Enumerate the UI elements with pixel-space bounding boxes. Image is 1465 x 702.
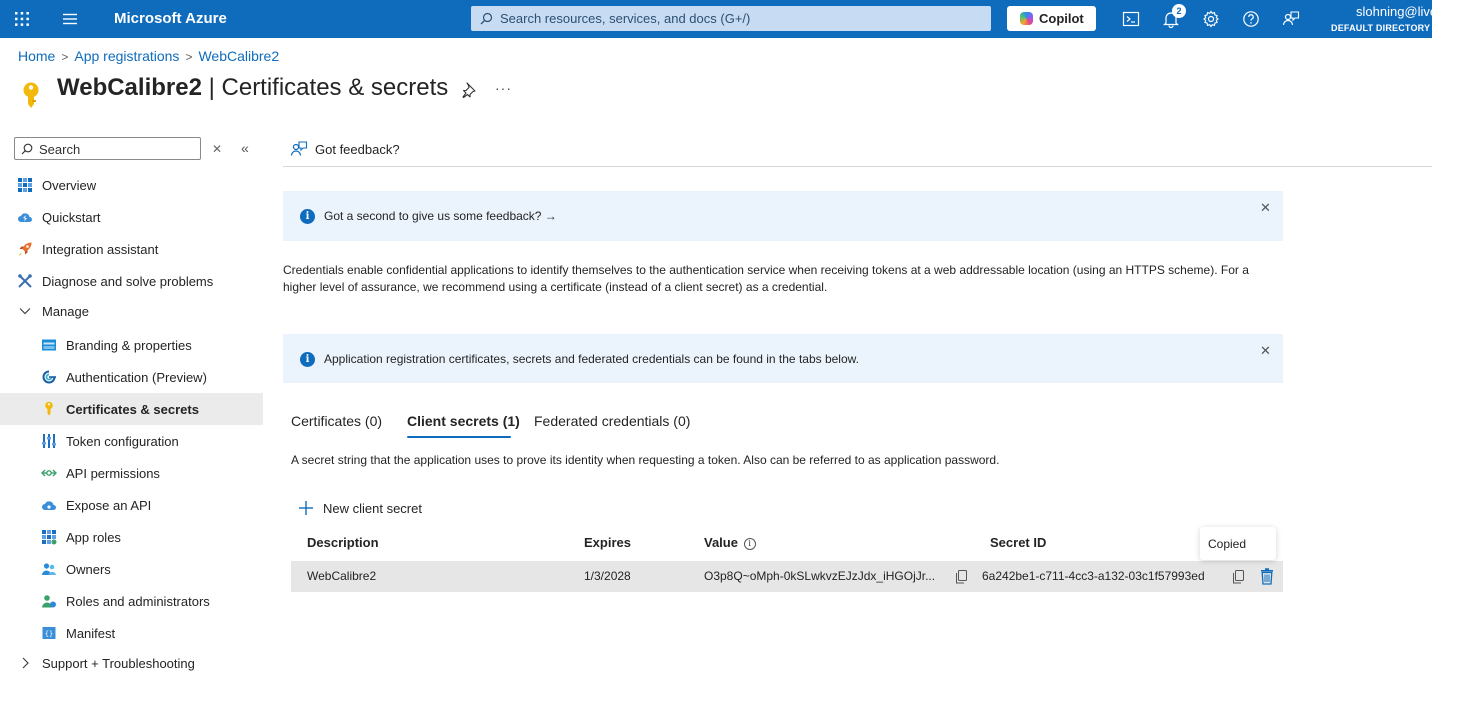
account-menu[interactable] [1331,4,1465,34]
sidebar-item-label: Owners [66,562,111,577]
roles-admins-icon [41,593,57,609]
authentication-icon [41,369,57,385]
cloud-quickstart-icon [17,209,33,225]
chevron-right-icon: > [61,50,69,64]
sidebar-item-certificates-secrets[interactable] [0,393,263,425]
copy-value-icon[interactable] [955,570,968,584]
close-icon[interactable]: ✕ [1260,343,1271,358]
chevron-right-icon [17,655,33,671]
branding-icon [41,337,57,353]
sidebar-item-label: Roles and administrators [66,594,210,609]
close-icon[interactable]: ✕ [1260,200,1271,215]
notification-count-badge: 2 [1172,4,1186,18]
breadcrumb-webcalibre2[interactable]: WebCalibre2 [198,48,280,64]
menu-icon[interactable] [62,11,78,27]
sidebar-item-expose-api[interactable] [0,489,263,521]
sidebar-item-integration-assistant[interactable] [0,233,263,265]
sidebar-item-label: App roles [66,530,121,545]
search-icon [480,12,493,25]
feedback-person-icon[interactable] [1282,10,1300,28]
feedback-banner [283,191,1283,241]
sidebar-item-branding[interactable] [0,329,263,361]
sidebar-item-app-roles[interactable] [0,521,263,553]
top-bar [0,0,1465,38]
info-icon: i [300,209,315,224]
copied-tooltip [1200,527,1276,560]
page-title [57,74,448,102]
table-row[interactable] [291,561,1283,592]
sidebar-item-diagnose[interactable] [0,265,263,297]
secret-value: O3p8Q~oMph-0kSLwkvzEJzJdx_iHGOjJr... [704,569,936,583]
column-header-secret-id: Secret ID [990,535,1047,550]
toolbar-divider [283,166,1432,167]
sidebar-search-input[interactable] [14,137,201,160]
sidebar-item-roles-administrators[interactable] [0,585,263,617]
search-icon [21,143,33,155]
owners-icon [41,561,57,577]
app-roles-icon [41,529,57,545]
global-search-input[interactable] [471,6,991,31]
user-email: slohning@live.com [1356,4,1465,19]
client-secrets-description: A secret string that the application uses to prove its identity when requesting a token. Also can be referred to as application password. [291,453,1000,467]
sidebar-search-placeholder: Search [39,142,81,157]
chevron-right-icon: > [185,50,193,64]
secret-expires: 1/3/2028 [584,569,631,583]
column-header-value [704,535,756,550]
plus-icon [298,500,314,516]
info-icon: i [300,352,315,367]
copilot-button[interactable] [1007,6,1096,31]
wrench-icon [17,273,33,289]
tab-certificates[interactable]: Certificates (0) [291,413,383,429]
sidebar-item-label: Certificates & secrets [66,402,199,417]
more-options-icon[interactable]: ··· [495,80,512,96]
key-icon [41,401,57,417]
page-title-section: | Certificates & secrets [208,74,449,101]
credentials-description: Credentials enable confidential applications to identify themselves to the authentication service when receiving tokens at a web addressable location (using an HTTPS scheme). For a higher level of assurance, we recommend using a certificate (instead of a client secret) as a credential. [283,263,1249,294]
info-banner [283,334,1283,383]
info-icon[interactable]: i [744,538,756,550]
sidebar-item-label: Quickstart [42,210,101,225]
feedback-banner-link[interactable]: Got a second to give us some feedback? → [324,209,557,223]
sidebar-item-label: Branding & properties [66,338,192,353]
app-launcher-icon[interactable] [14,11,30,27]
clear-search-icon[interactable]: ✕ [212,142,223,156]
sidebar-item-quickstart[interactable] [0,201,263,233]
sidebar-item-label: Expose an API [66,498,152,513]
secret-description: WebCalibre2 [307,569,377,583]
copilot-label: Copilot [1039,11,1084,26]
brand-title[interactable]: Microsoft Azure [114,10,227,27]
sidebar-item-label: Diagnose and solve problems [42,274,214,289]
sidebar-item-label: Integration assistant [42,242,159,257]
breadcrumb [18,48,279,64]
sidebar-item-label: Overview [42,178,97,193]
global-search-placeholder: Search resources, services, and docs (G+/) [500,11,751,26]
settings-gear-icon[interactable] [1202,10,1220,28]
sidebar-item-label: Manifest [66,626,116,641]
tab-federated-credentials[interactable]: Federated credentials (0) [534,413,691,429]
sidebar-group-support[interactable] [0,647,263,679]
sidebar-item-label: API permissions [66,466,160,481]
user-directory: DEFAULT DIRECTORY (SLOH [1331,23,1462,33]
feedback-person-icon [290,140,308,158]
sidebar-item-token-configuration[interactable] [0,425,263,457]
sidebar-item-label: Support + Troubleshooting [42,656,195,671]
help-icon[interactable] [1242,10,1260,28]
copied-tooltip-text: Copied [1208,537,1247,551]
secret-id: 6a242be1-c711-4cc3-a132-03c1f57993ed [982,569,1205,583]
pin-icon[interactable] [462,82,476,98]
sidebar-item-label: Manage [42,304,89,319]
copilot-logo-icon [1020,12,1033,25]
sidebar-item-authentication[interactable] [0,361,263,393]
token-bars-icon [41,433,57,449]
cloud-shell-icon[interactable] [1122,10,1140,28]
sidebar-item-owners[interactable] [0,553,263,585]
cloud-api-icon [41,497,57,513]
delete-trash-icon[interactable] [1260,568,1274,585]
breadcrumb-app-registrations[interactable]: App registrations [74,48,180,64]
sidebar-group-manage[interactable] [0,295,263,327]
info-banner-text: Application registration certificates, secrets and federated credentials can be found in the tabs below. [324,352,859,366]
page-title-app-name: WebCalibre2 [57,74,202,101]
rocket-icon [17,241,33,257]
tab-client-secrets[interactable]: Client secrets (1) [407,413,520,429]
active-tab-indicator [407,436,511,438]
column-header-value-label: Value [704,535,738,550]
api-permissions-icon [41,465,57,481]
sidebar-item-overview[interactable] [0,169,263,201]
sidebar-item-api-permissions[interactable] [0,457,263,489]
sidebar-item-label: Authentication (Preview) [66,370,207,385]
breadcrumb-home[interactable]: Home [18,48,56,64]
sidebar-item-label: Token configuration [66,434,179,449]
key-title-icon [20,81,42,111]
column-header-expires: Expires [584,535,631,550]
chevron-down-icon [17,303,33,319]
new-client-secret-label: New client secret [323,501,422,516]
sidebar-item-manifest[interactable] [0,617,263,649]
column-header-description: Description [307,535,379,550]
manifest-icon [41,625,57,641]
collapse-sidebar-icon[interactable]: « [241,140,249,156]
overview-grid-icon [17,177,33,193]
copy-secret-id-icon[interactable] [1232,570,1245,584]
got-feedback-label: Got feedback? [315,142,400,157]
svg-text:{}: {} [44,630,54,638]
